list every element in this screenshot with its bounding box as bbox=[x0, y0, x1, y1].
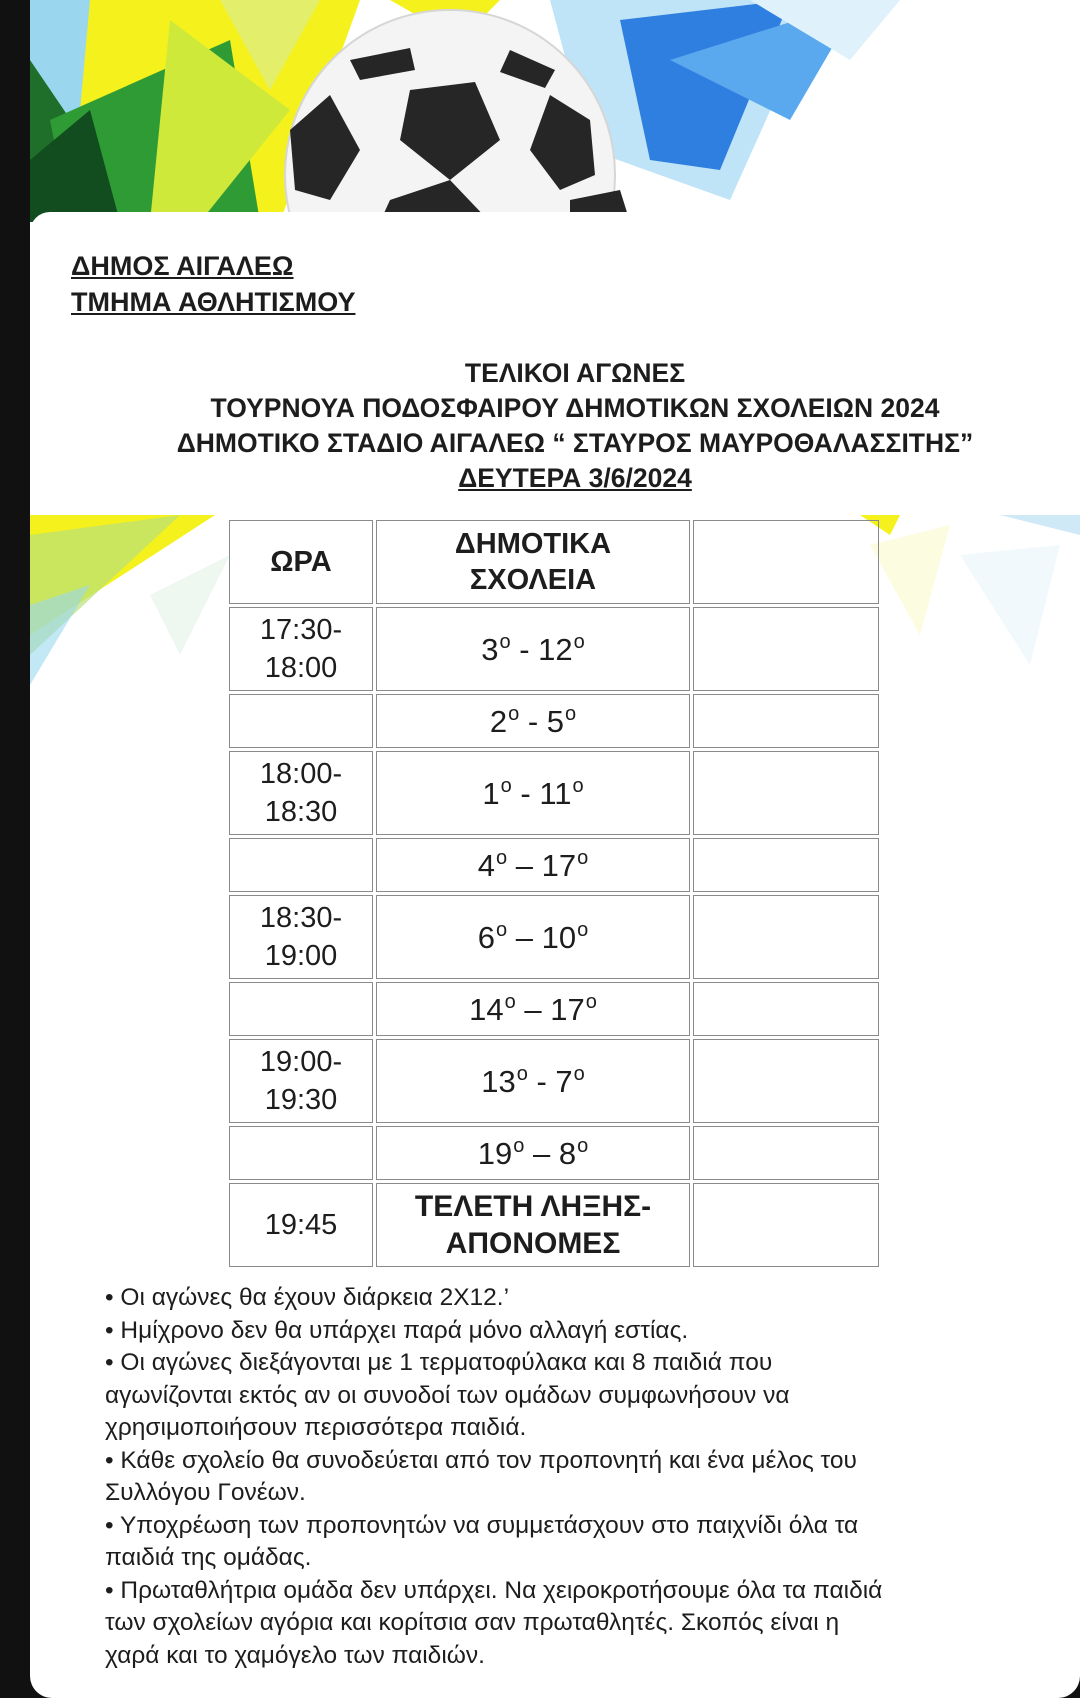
event-date: ΔΕΥΤΕΡΑ 3/6/2024 bbox=[458, 463, 692, 493]
table-row bbox=[229, 838, 879, 892]
match-cell: $4^o - 17^o$ bbox=[376, 838, 690, 892]
table-row-ceremony bbox=[229, 1183, 879, 1267]
header-extra bbox=[693, 520, 879, 604]
empty-cell bbox=[693, 982, 879, 1036]
match-cell: $19^o - 8^o$ bbox=[376, 1126, 690, 1180]
banner-edge bbox=[30, 212, 1080, 252]
table-row bbox=[229, 1039, 879, 1123]
soccer-banner-graphic bbox=[30, 0, 1080, 222]
empty-cell bbox=[693, 1126, 879, 1180]
match-schedule-table bbox=[226, 517, 882, 1270]
organization-header bbox=[71, 248, 355, 320]
time-cell: 19:00- 19:30 bbox=[229, 1039, 373, 1123]
match-cell: $2^o - 5^o$ bbox=[376, 694, 690, 748]
empty-cell bbox=[693, 607, 879, 691]
match-cell: $13^o - 7^o$ bbox=[376, 1039, 690, 1123]
note-item: • Ημίχρονο δεν θα υπάρχει παρά μόνο αλλαγή εστίας. bbox=[105, 1316, 689, 1344]
time-cell bbox=[229, 982, 373, 1036]
event-heading bbox=[30, 356, 1080, 496]
match-cell: $1^o - 11^o$ bbox=[376, 751, 690, 835]
table-row bbox=[229, 751, 879, 835]
match-cell: $3^o - 12^o$ bbox=[376, 607, 690, 691]
rules-notes bbox=[105, 1282, 1065, 1672]
header-time: ΩΡΑ bbox=[229, 520, 373, 604]
table-row bbox=[229, 607, 879, 691]
time-cell: 18:30- 19:00 bbox=[229, 895, 373, 979]
note-item: • Κάθε σχολείο θα συνοδεύεται από τον προπονητή και ένα μέλος του Συλλόγου Γονέων. bbox=[105, 1446, 857, 1506]
empty-cell bbox=[693, 1183, 879, 1267]
time-cell: 18:00- 18:30 bbox=[229, 751, 373, 835]
ceremony-cell: ΤΕΛΕΤΗ ΛΗΞΗΣ- ΑΠΟΝΟΜΕΣ bbox=[376, 1183, 690, 1267]
empty-cell bbox=[693, 1039, 879, 1123]
table-header-row bbox=[229, 520, 879, 604]
table-row bbox=[229, 982, 879, 1036]
table-row bbox=[229, 694, 879, 748]
note-item: • Υποχρέωση των προπονητών να συμμετάσχουν στο παιχνίδι όλα τα παιδιά της ομάδας. bbox=[105, 1511, 859, 1571]
decorative-shapes-right bbox=[860, 515, 1080, 685]
match-cell: $14^o - 17^o$ bbox=[376, 982, 690, 1036]
document-sheet bbox=[30, 0, 1080, 1698]
decorative-shapes-left bbox=[30, 515, 230, 685]
tournament-name: ΤΟΥΡΝΟΥΑ ΠΟΔΟΣΦΑΙΡΟΥ ΔΗΜΟΤΙΚΩΝ ΣΧΟΛΕΙΩΝ 2024 bbox=[210, 393, 940, 423]
header-schools: ΔΗΜΟΤΙΚΑ ΣΧΟΛΕΙΑ bbox=[376, 520, 690, 604]
time-cell bbox=[229, 838, 373, 892]
note-item: • Πρωταθλήτρια ομάδα δεν υπάρχει. Να χειροκροτήσουμε όλα τα παιδιά των σχολείων αγόρια και κορίτσια σαν πρωταθλητές. Σκοπός είναι η χαρά και το χαμόγελο των παιδιών. bbox=[105, 1576, 883, 1669]
department-name: ΤΜΗΜΑ ΑΘΛΗΤΙΣΜΟΥ bbox=[71, 287, 356, 317]
event-title: ΤΕΛΙΚΟΙ ΑΓΩΝΕΣ bbox=[464, 358, 686, 388]
table-row bbox=[229, 1126, 879, 1180]
empty-cell bbox=[693, 838, 879, 892]
time-cell bbox=[229, 694, 373, 748]
time-cell: 17:30- 18:00 bbox=[229, 607, 373, 691]
match-cell: $6^o - 10^o$ bbox=[376, 895, 690, 979]
municipality-name: ΔΗΜΟΣ ΑΙΓΑΛΕΩ bbox=[71, 251, 294, 281]
empty-cell bbox=[693, 895, 879, 979]
empty-cell bbox=[693, 751, 879, 835]
venue-name: ΔΗΜΟΤΙΚΟ ΣΤΑΔΙΟ ΑΙΓΑΛΕΩ “ ΣΤΑΥΡΟΣ ΜΑΥΡΟΘΑΛΑΣΣΙΤΗΣ” bbox=[176, 428, 974, 458]
note-item: • Οι αγώνες διεξάγονται με 1 τερματοφύλακα και 8 παιδιά που αγωνίζονται εκτός αν οι συνοδοί των ομάδων συμφωνήσουν να χρησιμοποιήσουν περισσότερα παιδιά. bbox=[105, 1349, 790, 1441]
empty-cell bbox=[693, 694, 879, 748]
table-row bbox=[229, 895, 879, 979]
time-cell bbox=[229, 1126, 373, 1180]
time-cell: 19:45 bbox=[229, 1183, 373, 1267]
note-item: • Οι αγώνες θα έχουν διάρκεια 2Χ12.’ bbox=[105, 1284, 510, 1311]
